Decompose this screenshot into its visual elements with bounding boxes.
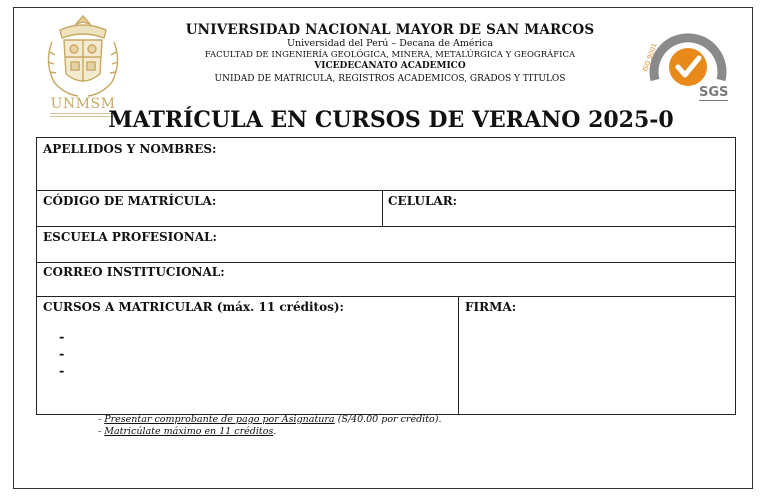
note-payment-prefix: - [98, 414, 105, 425]
note-credits-prefix: - [98, 426, 105, 437]
unit-name: UNIDAD DE MATRICULA, REGISTROS ACADEMICOS, GRADOS Y TITULOS [214, 74, 566, 84]
row-divider [37, 190, 735, 191]
sgs-iso-text: ISO 9001 [641, 42, 659, 73]
courses-label: CURSOS A MATRICULAR (máx. 11 créditos): [43, 300, 344, 314]
note-payment-suffix: (S/40.00 por crédito). [334, 414, 442, 425]
note-payment [98, 414, 441, 425]
column-divider [382, 190, 383, 226]
enrollment-form [36, 137, 736, 415]
signature-label: FIRMA: [465, 300, 517, 314]
note-credits [98, 426, 276, 437]
name-label: APELLIDOS Y NOMBRES: [43, 142, 217, 156]
row-divider [37, 262, 735, 263]
page-title: MATRÍCULA EN CURSOS DE VERANO 2025-0 [108, 107, 674, 133]
note-credits-link: Matricúlate máximo en 11 créditos [104, 426, 274, 437]
faculty-name: FACULTAD DE INGENIERÍA GEOLÓGICA, MINERA, METALÚRGICA Y GEOGRÁFICA [204, 50, 576, 60]
office-name: VICEDECANATO ACADEMICO [314, 61, 466, 71]
sgs-text: SGS [699, 85, 729, 100]
school-label: ESCUELA PROFESIONAL: [43, 230, 217, 244]
phone-label: CELULAR: [388, 194, 458, 208]
email-label: CORREO INSTITUCIONAL: [43, 265, 225, 279]
unmsm-logo [38, 12, 128, 122]
note-payment-link: Presentar comprobante de pago por Asignatura [104, 414, 335, 425]
course-bullet: - [59, 347, 65, 362]
note-credits-suffix: . [273, 426, 277, 437]
row-divider [37, 296, 735, 297]
course-bullet: - [59, 364, 65, 379]
university-subtitle: Universidad del Perú – Decana de América [286, 38, 494, 49]
university-name: UNIVERSIDAD NACIONAL MAYOR DE SAN MARCOS [185, 22, 595, 38]
code-label: CÓDIGO DE MATRÍCULA: [43, 194, 217, 208]
course-bullet: - [59, 330, 65, 345]
unmsm-logo-text: UNMSM [50, 96, 116, 112]
row-divider [37, 226, 735, 227]
sgs-logo [643, 22, 733, 106]
column-divider [458, 296, 459, 415]
